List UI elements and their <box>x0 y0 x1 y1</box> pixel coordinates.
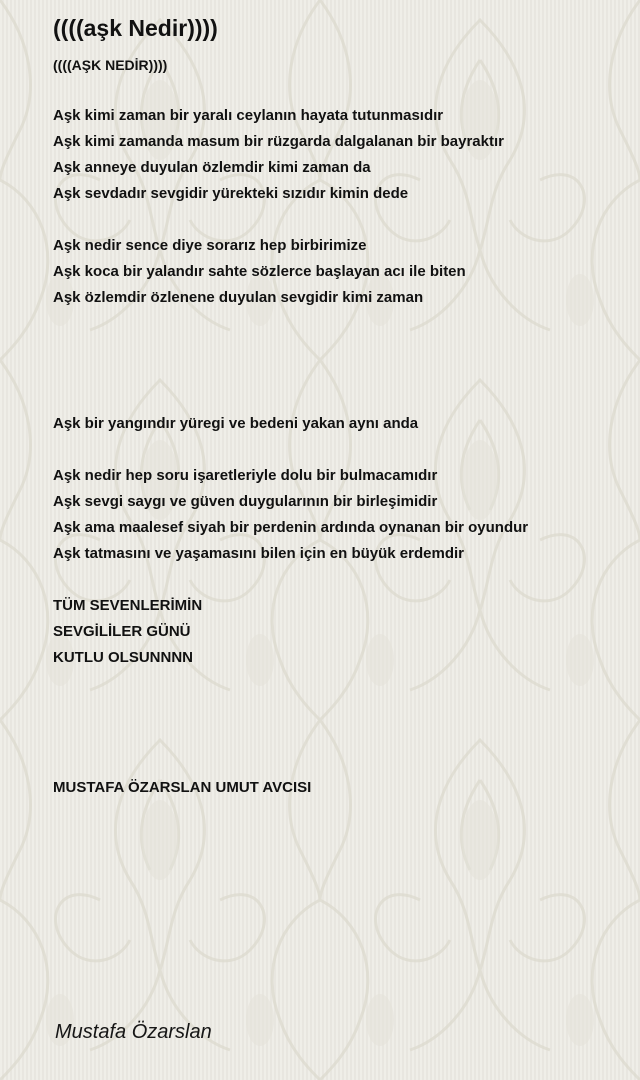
stanza-4 <box>53 463 628 567</box>
stanza-gap <box>53 389 628 411</box>
poem-line: Aşk koca bir yalandır sahte sözlerce başlayan acı ile biten <box>53 263 466 280</box>
stanza-3 <box>53 411 628 437</box>
poem-body <box>53 103 628 801</box>
poem-subtitle: ((((AŞK NEDİR)))) <box>53 57 168 73</box>
poem-line: Aşk sevdadır sevgidir yürekteki sızıdır kimin dede <box>53 185 409 202</box>
poem-closing: MUSTAFA ÖZARSLAN UMUT AVCISI <box>53 779 312 796</box>
poem-line: SEVGİLİLER GÜNÜ <box>53 623 191 640</box>
poem-line: Aşk kimi zaman bir yaralı ceylanın hayata tutunmasıdır <box>53 107 444 124</box>
stanza-gap <box>53 671 628 775</box>
author-signature: Mustafa Özarslan <box>55 1021 212 1043</box>
poem-line: KUTLU OLSUNNNN <box>53 649 193 666</box>
poem-line: Aşk tatmasını ve yaşamasını bilen için en büyük erdemdir <box>53 545 464 562</box>
poem-line: Aşk bir yangındır yüregi ve bedeni yakan aynı anda <box>53 415 419 432</box>
stanza-1 <box>53 103 628 207</box>
stanza-gap <box>53 207 628 233</box>
poem-line: Aşk nedir sence diye sorarız hep birbirimize <box>53 237 367 254</box>
stanza-gap <box>53 567 628 593</box>
stanza-2 <box>53 233 628 311</box>
stanza-5 <box>53 593 628 671</box>
poem-line: TÜM SEVENLERİMİN <box>53 597 203 614</box>
poem-title: ((((aşk Nedir)))) <box>53 15 218 41</box>
poem-line: Aşk anneye duyulan özlemdir kimi zaman da <box>53 159 371 176</box>
stanza-gap <box>53 311 628 389</box>
poem-line: Aşk nedir hep soru işaretleriyle dolu bir bulmacamıdır <box>53 467 438 484</box>
poem-line: Aşk sevgi saygı ve güven duygularının bir birleşimidir <box>53 493 438 510</box>
poem-line: Aşk özlemdir özlenene duyulan sevgidir kimi zaman <box>53 289 424 306</box>
stanza-gap <box>53 437 628 463</box>
poem-line: Aşk kimi zamanda masum bir rüzgarda dalgalanan bir bayraktır <box>53 133 504 150</box>
poem-line: Aşk ama maalesef siyah bir perdenin ardında oynanan bir oyundur <box>53 519 529 536</box>
